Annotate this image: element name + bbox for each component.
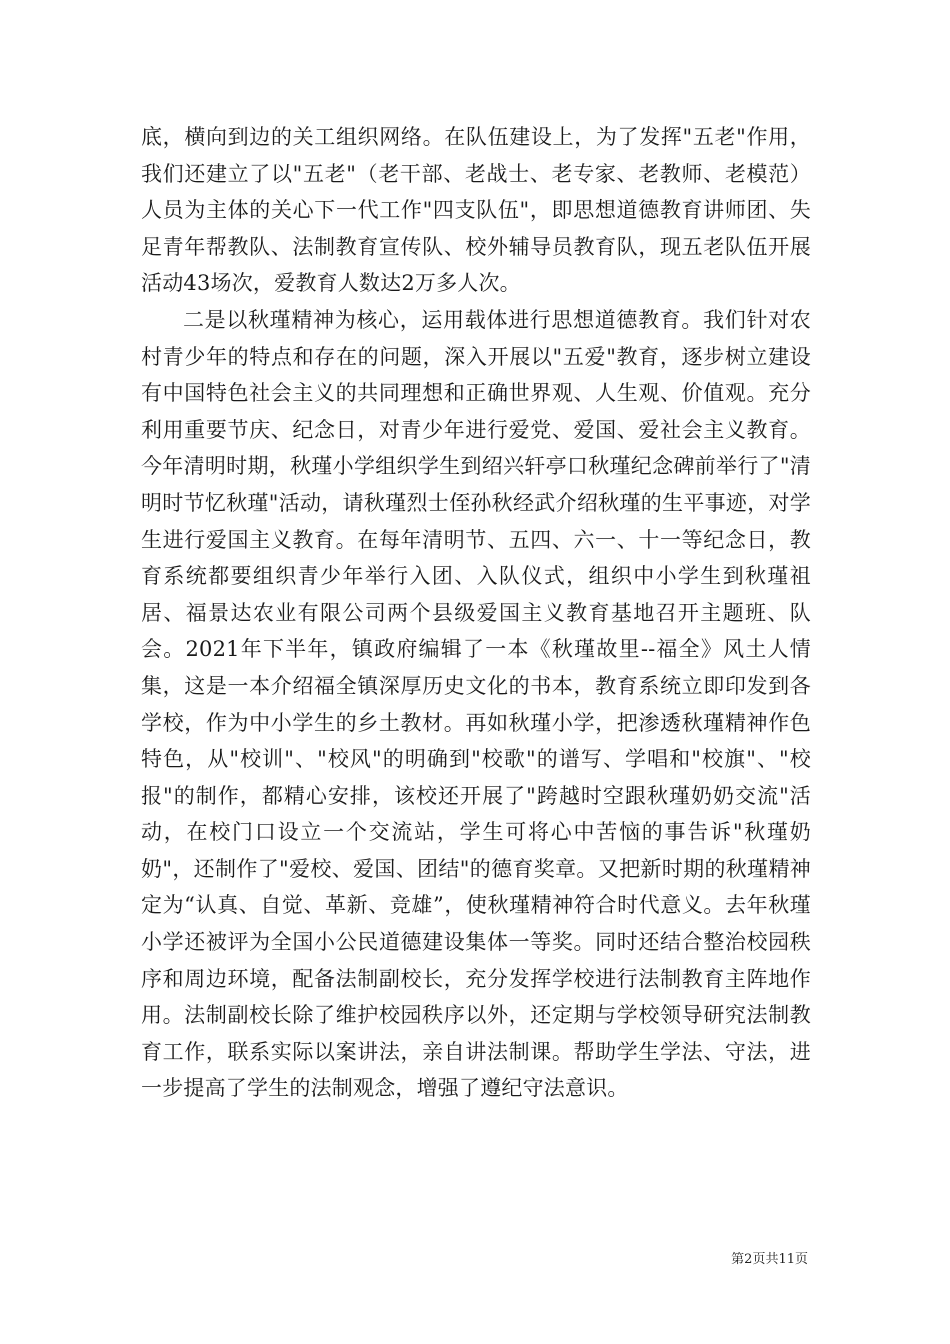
document-body: [141, 119, 811, 1107]
paragraph-moral-education: 二是以秋瑾精神为核心，运用载体进行思想道德教育。我们针对农村青少年的特点和存在的问题，深入开展以"五爱"教育，逐步树立建设有中国特色社会主义的共同理想和正确世界观、人生观、价值观。充分利用重要节庆、纪念日，对青少年进行爱党、爱国、爱社会主义教育。今年清明时期，秋瑾小学组织学生到绍兴轩亭口秋瑾纪念碑前举行了"清明时节忆秋瑾"活动，请秋瑾烈士侄孙秋经武介绍秋瑾的生平事迹，对学生进行爱国主义教育。在每年清明节、五四、六一、十一等纪念日，教育系统都要组织青少年举行入团、入队仪式，组织中小学生到秋瑾祖居、福景达农业有限公司两个县级爱国主义教育基地召开主题班、队会。2021年下半年，镇政府编辑了一本《秋瑾故里--福全》风土人情集，这是一本介绍福全镇深厚历史文化的书本，教育系统立即印发到各学校，作为中小学生的乡土教材。再如秋瑾小学，把渗透秋瑾精神作色特色，从"校训"、"校风"的明确到"校歌"的谱写、学唱和"校旗"、"校报"的制作，都精心安排，该校还开展了"跨越时空跟秋瑾奶奶交流"活动，在校门口设立一个交流站，学生可将心中苦恼的事告诉"秋瑾奶奶"，还制作了"爱校、爱国、团结"的德育奖章。又把新时期的秋瑾精神定为“认真、自觉、革新、竞雄”，使秋瑾精神符合时代意义。去年秋瑾小学还被评为全国小公民道德建设集体一等奖。同时还结合整治校园秩序和周边环境，配备法制副校长，充分发挥学校进行法制教育主阵地作用。法制副校长除了维护校园秩序以外，还定期与学校领导研究法制教育工作，联系实际以案讲法，亲自讲法制课。帮助学生学法、守法，进一步提高了学生的法制观念，增强了遵纪守法意识。: [141, 307, 811, 1101]
paragraph-continuation: 底，横向到边的关工组织网络。在队伍建设上，为了发挥"五老"作用，我们还建立了以"五老"（老干部、老战士、老专家、老教师、老模范）人员为主体的关心下一代工作"四支队伍"，即思想道德教育讲师团、失足青年帮教队、法制教育宣传队、校外辅导员教育队，现五老队伍开展活动43场次，爱教育人数达2万多人次。: [141, 125, 811, 296]
page-number-footer: 第2页共11页: [731, 1252, 808, 1267]
